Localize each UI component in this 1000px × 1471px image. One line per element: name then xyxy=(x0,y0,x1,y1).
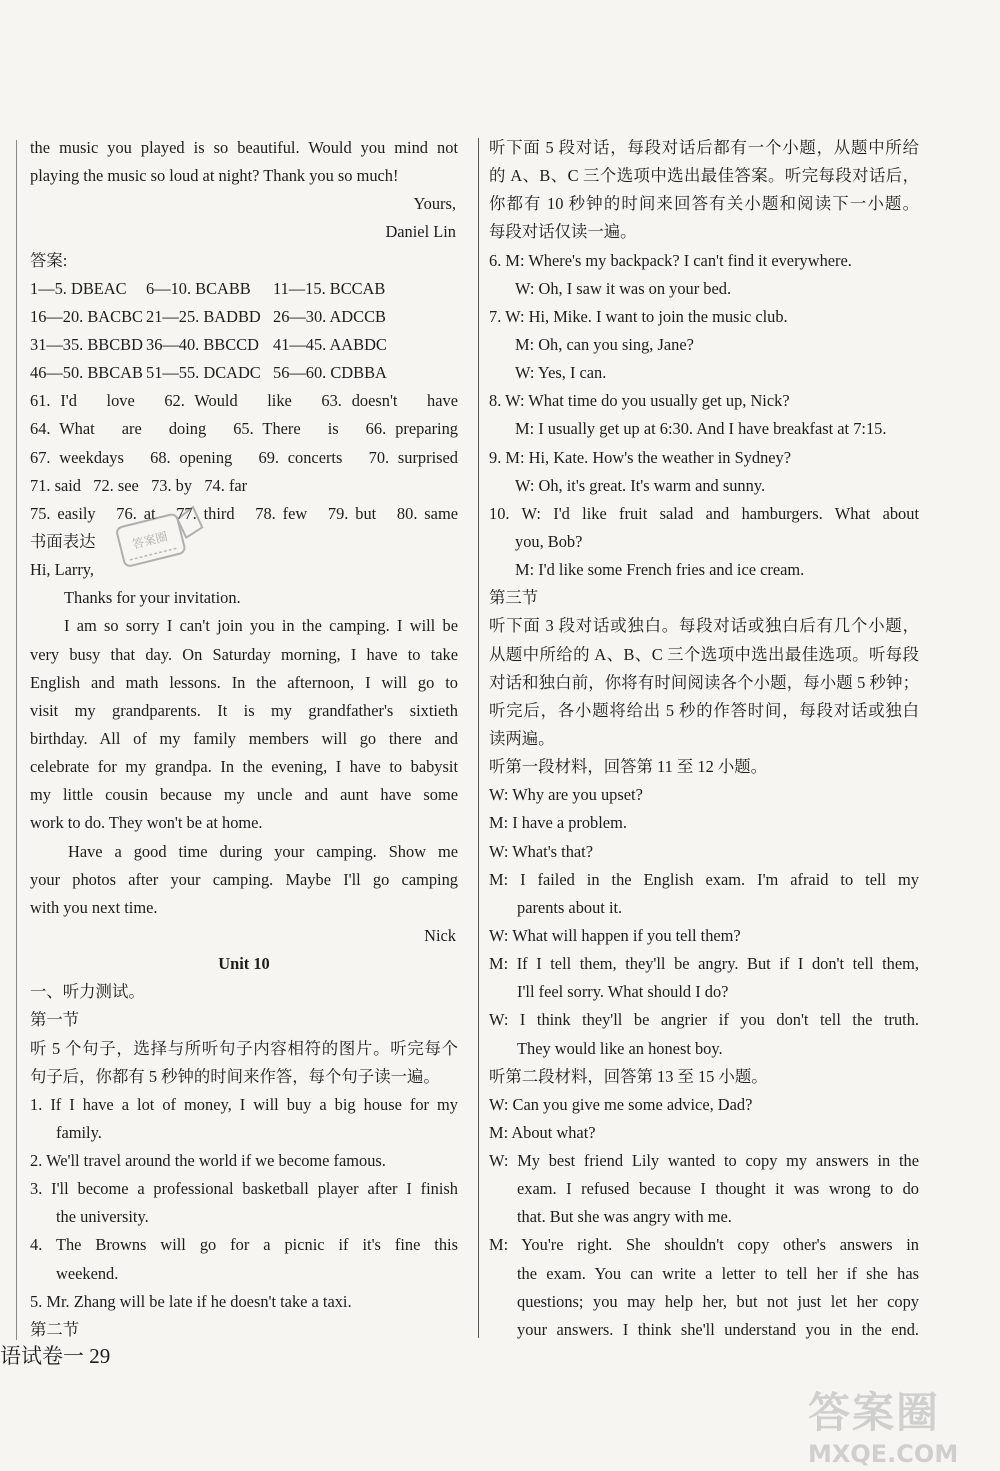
dialogue-line: 7. W: Hi, Mike. I want to join the music club. xyxy=(489,306,788,326)
dialogue-line: W: Oh, I saw it was on your bed. xyxy=(515,278,732,298)
letter-para1-line: English and math lessons. In the afternoon, I will go to xyxy=(30,672,458,692)
answer-group: 31—35. BBCBD xyxy=(30,334,143,354)
letter-greeting: Hi, Larry, xyxy=(30,560,95,580)
dialogue-line: the exam. You can write a letter to tell her if she has xyxy=(517,1263,919,1283)
letter-para2-line: with you next time. xyxy=(30,897,158,917)
dialogue-line: M: You're right. She shouldn't copy other's answers in xyxy=(489,1235,919,1255)
dialogue-line: W: Can you give me some advice, Dad? xyxy=(489,1094,753,1114)
dialogue-line: 9. M: Hi, Kate. How's the weather in Sydney? xyxy=(489,447,792,467)
dialogue-line: 10. W: I'd like fruit salad and hamburgers. What about xyxy=(489,503,919,523)
dialogue-line: W: Why are you upset? xyxy=(489,785,643,805)
sentence-item-cont: weekend. xyxy=(56,1263,119,1283)
instruction-line: 读两遍。 xyxy=(489,728,555,748)
letter-line: playing the music so loud at night? Thank you so much! xyxy=(30,166,399,186)
letter-para1-line: my little cousin because my uncle and aunt have some xyxy=(30,785,458,805)
answer-group: 41—45. AABDC xyxy=(273,334,387,354)
letter-closing: Yours, xyxy=(413,194,456,214)
answer-row xyxy=(30,331,458,359)
dialogue-line: you, Bob? xyxy=(515,531,583,551)
letter-para2-line: your photos after your camping. Maybe I'll go camping xyxy=(30,869,458,889)
dialogue-line: W: What's that? xyxy=(489,841,593,861)
answer-row xyxy=(30,275,458,303)
part-heading: 第三节 xyxy=(489,588,539,608)
instruction-line: 对话和独白前，你将有时间阅读各个小题，每小题 5 秒钟； xyxy=(489,672,919,692)
sentence-item: 2. We'll travel around the world if we become famous. xyxy=(30,1151,386,1171)
fill-answer-row: 61. I'd love 62. Would like 63. doesn't have xyxy=(30,391,458,411)
instruction-line: 句子后，你都有 5 秒钟的时间来作答，每个句子读一遍。 xyxy=(30,1066,440,1086)
answers-heading: 答案: xyxy=(30,250,68,270)
instruction-line: 听 5 个句子，选择与所听句子内容相符的图片。听完每个 xyxy=(30,1038,458,1058)
instruction-line: 每段对话仅读一遍。 xyxy=(489,222,637,242)
answer-row xyxy=(30,303,458,331)
dialogue-line: M: I usually get up at 6:30. And I have breakfast at 7:15. xyxy=(515,419,887,439)
answer-group: 6—10. BCABB xyxy=(146,278,251,298)
instruction-line: 你都有 10 秒钟的时间来回答有关小题和阅读下一小题。 xyxy=(489,194,919,214)
instruction-line: 听下面 3 段对话或独白。每段对话或独白后有几个小题， xyxy=(489,616,919,636)
answer-group: 21—25. BADBD xyxy=(146,306,261,326)
fill-answer-row: 75. easily 76. at 77. third 78. few 79. but 80. same xyxy=(30,503,458,523)
material-heading: 听第一段材料，回答第 11 至 12 小题。 xyxy=(489,757,768,777)
right-column xyxy=(489,134,919,1344)
sentence-item: 5. Mr. Zhang will be late if he doesn't take a taxi. xyxy=(30,1291,352,1311)
dialogue-line: W: Oh, it's great. It's warm and sunny. xyxy=(515,475,766,495)
fill-answer-row: 64. What are doing 65. There is 66. preparing xyxy=(30,419,458,439)
answer-group: 16—20. BACBC xyxy=(30,306,143,326)
instruction-line: 从题中所给的 A、B、C 三个选项中选出最佳选项。听每段 xyxy=(489,644,919,664)
answer-group: 51—55. DCADC xyxy=(146,363,261,383)
answer-group: 46—50. BBCAB xyxy=(30,363,143,383)
sentence-item: 4. The Browns will go for a picnic if it's fine this xyxy=(30,1235,458,1255)
section-heading: 一、听力测试。 xyxy=(30,982,145,1002)
letter-para1-line: birthday. All of my family members will go there and xyxy=(30,728,458,748)
writing-heading: 书面表达 xyxy=(30,531,96,551)
letter-para1-line: very busy that day. On Saturday morning, I have to take xyxy=(30,644,458,664)
dialogue-line: M: I failed in the English exam. I'm afraid to tell my xyxy=(489,869,919,889)
material-heading: 听第二段材料，回答第 13 至 15 小题。 xyxy=(489,1066,768,1086)
answer-group: 26—30. ADCCB xyxy=(273,306,386,326)
watermark-logo xyxy=(808,1380,988,1466)
watermark-url: MXQE.COM xyxy=(808,1440,959,1468)
left-margin-rule xyxy=(16,140,17,1340)
part-heading: 第一节 xyxy=(30,1010,80,1030)
dialogue-line: W: My best friend Lily wanted to copy my answers in the xyxy=(489,1151,919,1171)
answer-group: 56—60. CDBBA xyxy=(273,363,387,383)
instruction-line: 听完后，各小题将给出 5 秒的作答时间，每段对话或独白 xyxy=(489,700,919,720)
answer-row xyxy=(30,359,458,387)
letter-para1-line: celebrate for my grandpa. In the evening, I have to babysit xyxy=(30,757,458,777)
dialogue-line: your answers. I think she'll understand you in the end. xyxy=(517,1319,919,1339)
dialogue-line: I'll feel sorry. What should I do? xyxy=(517,982,729,1002)
dialogue-line: that. But she was angry with me. xyxy=(517,1207,732,1227)
part-heading: 第二节 xyxy=(30,1319,80,1339)
sentence-item-cont: family. xyxy=(56,1122,102,1142)
column-divider xyxy=(478,138,479,1338)
sentence-item: 1. If I have a lot of money, I will buy a big house for my xyxy=(30,1094,458,1114)
dialogue-line: M: I have a problem. xyxy=(489,813,627,833)
dialogue-line: M: About what? xyxy=(489,1122,596,1142)
fill-answer-row: 67. weekdays 68. opening 69. concerts 70. surprised xyxy=(30,447,458,467)
instruction-line: 的 A、B、C 三个选项中选出最佳答案。听完每段对话后， xyxy=(489,166,919,186)
letter-thanks: Thanks for your invitation. xyxy=(64,588,241,608)
dialogue-line: exam. I refused because I thought it was wrong to do xyxy=(517,1179,919,1199)
dialogue-line: W: Yes, I can. xyxy=(515,363,607,383)
letter-signature: Daniel Lin xyxy=(385,222,456,242)
dialogue-line: M: Oh, can you sing, Jane? xyxy=(515,334,694,354)
answer-group: 36—40. BBCCD xyxy=(146,334,259,354)
page-footer: 语试卷一 29 xyxy=(0,1344,111,1368)
svg-text:答案圈: 答案圈 xyxy=(130,529,169,552)
letter-sign-off: Nick xyxy=(424,925,456,945)
letter-para1-line: visit my grandparents. It is my grandfather's sixtieth xyxy=(30,700,458,720)
dialogue-line: M: If I tell them, they'll be angry. But if I don't tell them, xyxy=(489,954,919,974)
letter-para1-line: I am so sorry I can't join you in the camping. I will be xyxy=(64,616,458,636)
dialogue-line: parents about it. xyxy=(517,897,623,917)
answer-group: 11—15. BCCAB xyxy=(273,278,386,298)
sentence-item: 3. I'll become a professional basketball player after I finish xyxy=(30,1179,458,1199)
dialogue-line: 6. M: Where's my backpack? I can't find it everywhere. xyxy=(489,250,852,270)
answer-group: 1—5. DBEAC xyxy=(30,278,127,298)
letter-para2-line: Have a good time during your camping. Show me xyxy=(68,841,458,861)
dialogue-line: They would like an honest boy. xyxy=(517,1038,723,1058)
letter-line: the music you played is so beautiful. Would you mind not xyxy=(30,138,458,157)
dialogue-line: M: I'd like some French fries and ice cream. xyxy=(515,560,805,580)
letter-para1-line: work to do. They won't be at home. xyxy=(30,813,263,833)
sentence-item-cont: the university. xyxy=(56,1207,149,1227)
fill-answer-row: 71. said 72. see 73. by 74. far xyxy=(30,475,248,495)
dialogue-line: questions; you may help her, but not just let her copy xyxy=(517,1291,919,1311)
left-column xyxy=(30,134,458,1344)
watermark-logo-text: 答案圈 xyxy=(808,1388,941,1437)
dialogue-line: 8. W: What time do you usually get up, Nick? xyxy=(489,391,790,411)
dialogue-line: W: What will happen if you tell them? xyxy=(489,925,741,945)
instruction-line: 听下面 5 段对话，每段对话后都有一个小题，从题中所给 xyxy=(489,138,919,157)
dialogue-line: W: I think they'll be angrier if you don't tell the truth. xyxy=(489,1010,919,1030)
unit-title: Unit 10 xyxy=(218,954,270,974)
